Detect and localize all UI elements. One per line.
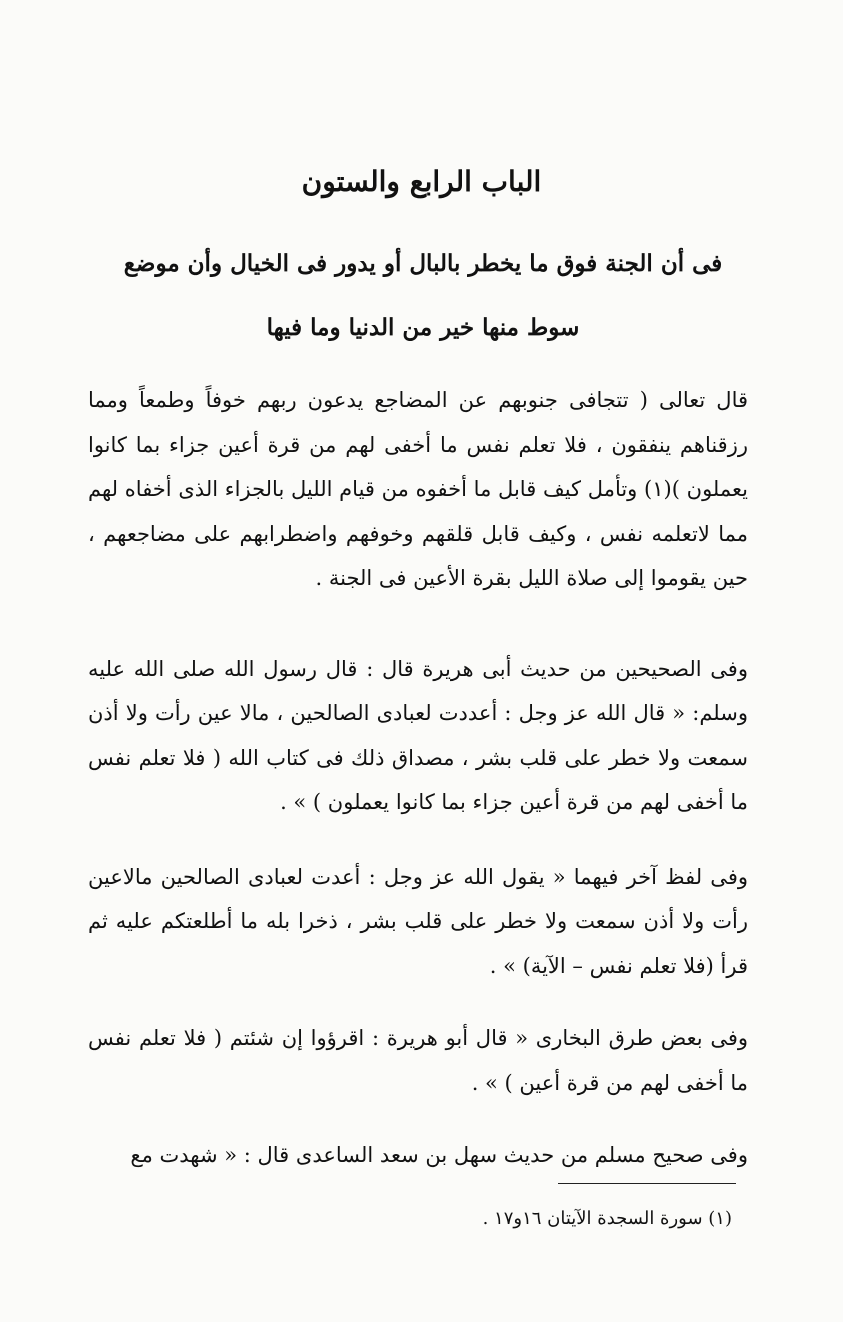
paragraph-hadith-sahihayn: وفى الصحيحين من حديث أبى هريرة قال : قال رسول الله صلى الله عليه وسلم: « قال الله عز وجل : أعددت لعبادى الصالحين ، مالا عين رأت ولا أذن سمعت ولا خطر على قلب بشر ، مصداق ذلك فى كتاب الله ( فلا تعلم نفس ما أخفى لهم من قرة أعين جزاء بما كانوا يعملون ) » . [88, 656, 748, 814]
body-text [88, 378, 748, 1178]
footnote-divider [558, 1183, 736, 1184]
footnote: (١) سورة السجدة الآيتان ١٦و١٧ . [482, 1208, 732, 1229]
paragraph-verse: قال تعالى ( تتجافى جنوبهم عن المضاجع يدعون ربهم خوفاً وطمعاً ومما رزقناهم ينفقون ، فلا تعلم نفس ما أخفى لهم من قرة أعين جزاء بما كانوا يعملون )(١) وتأمل كيف قابل ما أخفوه من قيام الليل بالجزاء الذى أخفاه لهم مما لاتعلمه نفس ، وكيف قابل قلقهم وخوفهم واضطرابهم على مضاجعهم ، حين يقوموا إلى صلاة الليل بقرة الأعين فى الجنة . [88, 388, 749, 590]
chapter-title: الباب الرابع والستون [301, 165, 542, 198]
paragraph-muslim: وفى صحيح مسلم من حديث سهل بن سعد الساعدى قال : « شهدت مع [130, 1143, 748, 1167]
paragraph-bukhari: وفى بعض طرق البخارى « قال أبو هريرة : اقرؤوا إن شئتم ( فلا تعلم نفس ما أخفى لهم من قرة أعين ) » . [88, 1026, 748, 1095]
chapter-subtitle: فى أن الجنة فوق ما يخطر بالبال أو يدور فى الخيال وأن موضع سوط منها خير من الدنيا وما فيها [123, 250, 723, 341]
paragraph-other-wording: وفى لفظ آخر فيهما « يقول الله عز وجل : أعدت لعبادى الصالحين مالاعين رأت ولا أذن سمعت ولا خطر على قلب بشر ، ذخرا بله ما أطلعتكم عليه ثم قرأ (فلا تعلم نفس – الآية) » . [88, 864, 748, 978]
